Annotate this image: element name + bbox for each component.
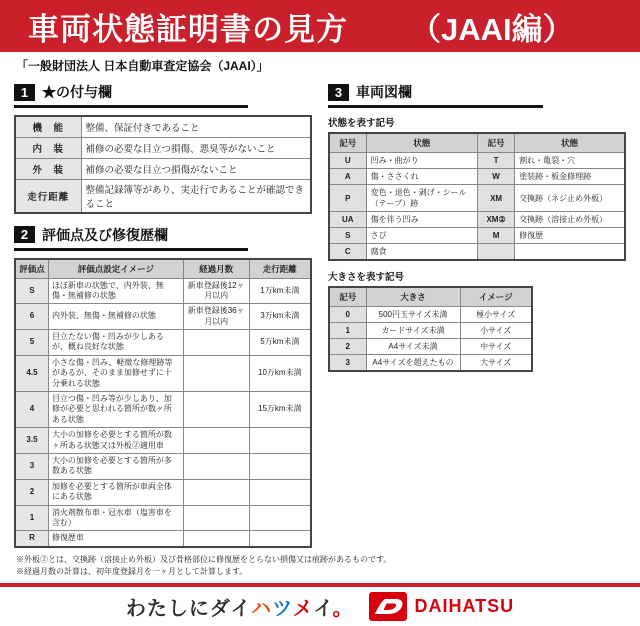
table-cell: 新車登録後36ヶ月以内 xyxy=(183,304,249,330)
table-cell: 中サイズ xyxy=(460,339,532,355)
tagline-char: イ xyxy=(230,598,252,621)
table-cell xyxy=(249,505,311,531)
section-number-badge: 1 xyxy=(14,84,35,101)
table-cell: 補修の必要な目立つ損傷がないこと xyxy=(81,158,311,179)
section-header-diagram xyxy=(328,82,543,108)
table-cell: R xyxy=(15,531,48,547)
table-cell: 目立つ傷・凹み等が少しあり、加修が必要と思われる箇所が数ヶ所ある状態 xyxy=(48,392,183,428)
table-row xyxy=(15,179,311,213)
table-cell xyxy=(478,244,515,261)
table-cell: 修復歴車 xyxy=(48,531,183,547)
table-cell: ほぼ新車の状態で、内外装、無傷・無補修の状態 xyxy=(48,278,183,304)
table-row xyxy=(15,158,311,179)
table-row xyxy=(15,392,311,428)
table-row xyxy=(15,116,311,137)
table-cell: W xyxy=(478,169,515,185)
tagline-char: に xyxy=(188,598,210,621)
section-number-badge: 2 xyxy=(14,226,35,243)
page-title: 車両状態証明書の見方 xyxy=(28,11,348,47)
issuer-subtitle: 「一般財団法人 日本自動車査定協会（JAAI）」 xyxy=(16,59,269,73)
column-header: 経過月数 xyxy=(183,259,249,279)
table-cell: A4サイズを超えたもの xyxy=(366,355,460,372)
table-cell: A4サイズ未満 xyxy=(366,339,460,355)
left-column xyxy=(14,76,312,548)
table-cell: 3.5 xyxy=(15,428,48,454)
table-row xyxy=(329,339,532,355)
section-title: 評価点及び修復歴欄 xyxy=(42,226,168,243)
daihatsu-tagline xyxy=(126,592,354,621)
table-cell xyxy=(183,330,249,356)
table-row xyxy=(329,185,625,212)
tagline-char: ツ xyxy=(272,598,293,621)
tagline-char: イ xyxy=(313,598,333,621)
table-row xyxy=(15,137,311,158)
condition-symbols-label: 状態を表す記号 xyxy=(328,118,395,129)
column-header: 状態 xyxy=(366,133,477,153)
table-cell xyxy=(183,392,249,428)
column-header: 評価点設定イメージ xyxy=(48,259,183,279)
table-cell: S xyxy=(329,228,366,244)
table-row xyxy=(15,355,311,391)
condition-symbols-table xyxy=(328,132,626,261)
table-cell: 0 xyxy=(329,307,366,323)
table-row xyxy=(329,212,625,228)
table-cell: 内 装 xyxy=(15,137,81,158)
table-cell: 消火剤散布車・冠水車（塩害車を含む） xyxy=(48,505,183,531)
star-criteria-table xyxy=(14,115,312,214)
section-number-badge: 3 xyxy=(328,84,349,101)
section-header-evaluation xyxy=(14,225,248,251)
table-cell: 4 xyxy=(15,392,48,428)
table-cell: U xyxy=(329,153,366,169)
table-cell xyxy=(249,428,311,454)
footnotes xyxy=(16,554,640,579)
table-cell: 傷を伴う凹み xyxy=(366,212,477,228)
table-cell: P xyxy=(329,185,366,212)
table-cell: 5 xyxy=(15,330,48,356)
table-cell: 2 xyxy=(15,479,48,505)
table-cell: 整備記録簿等があり、実走行であることが確認できること xyxy=(81,179,311,213)
table-cell: 新車登録後12ヶ月以内 xyxy=(183,278,249,304)
table-cell: 6 xyxy=(15,304,48,330)
table-cell xyxy=(183,453,249,479)
daihatsu-d-mark-icon xyxy=(369,592,407,621)
table-row xyxy=(329,307,532,323)
column-header: 走行距離 xyxy=(249,259,311,279)
column-header: イメージ xyxy=(460,287,532,307)
table-cell xyxy=(183,531,249,547)
table-row xyxy=(15,531,311,547)
table-cell xyxy=(515,244,625,261)
footnote-line: ※経過月数の計算は、初年度登録月を一ヶ月として計算します。 xyxy=(16,567,248,577)
footer xyxy=(0,587,640,626)
table-cell: 走行距離 xyxy=(15,179,81,213)
table-header-row xyxy=(15,259,311,279)
tagline-char: た xyxy=(146,598,168,621)
table-cell: 目立たない傷・凹みが少しあるが、概ね良好な状態 xyxy=(48,330,183,356)
table-cell: 1万km未満 xyxy=(249,278,311,304)
table-row xyxy=(329,355,532,372)
table-cell: カードサイズ未満 xyxy=(366,323,460,339)
table-cell: C xyxy=(329,244,366,261)
column-header: 記号 xyxy=(329,287,366,307)
table-cell: 小さな傷・凹み、軽微な修理跡等があるが、そのまま加修せずに十分乗れる状態 xyxy=(48,355,183,391)
table-cell: 内外装、無傷・無補修の状態 xyxy=(48,304,183,330)
column-header: 記号 xyxy=(329,133,366,153)
footnote-line: ※外板②とは、交換跡（溶接止め外板）及び骨格部位に修復歴をとらない損傷又は痕跡があるものです。 xyxy=(16,554,392,564)
table-row xyxy=(15,304,311,330)
table-cell: 10万km未満 xyxy=(249,355,311,391)
table-cell: 腐食 xyxy=(366,244,477,261)
table-row xyxy=(15,330,311,356)
table-cell: 2 xyxy=(329,339,366,355)
table-cell: 交換跡（ネジ止め外板） xyxy=(515,185,625,212)
tagline-char: メ xyxy=(292,598,314,621)
table-cell xyxy=(183,479,249,505)
table-row xyxy=(15,453,311,479)
table-cell: 整備、保証付きであること xyxy=(81,116,311,137)
table-cell: 4.5 xyxy=(15,355,48,391)
section-header-star xyxy=(14,82,248,108)
tagline-char: ダ xyxy=(209,598,231,621)
evaluation-points-table xyxy=(14,258,312,548)
column-header: 評価点 xyxy=(15,259,48,279)
table-row xyxy=(329,228,625,244)
table-cell: 機 能 xyxy=(15,116,81,137)
table-cell: 大小の加修を必要とする箇所が多数ある状態 xyxy=(48,453,183,479)
table-cell: 交換跡（溶接止め外板） xyxy=(515,212,625,228)
table-row xyxy=(15,505,311,531)
table-cell: 1 xyxy=(15,505,48,531)
table-cell: 傷・ささくれ xyxy=(366,169,477,185)
table-cell: さび xyxy=(366,228,477,244)
table-cell: 塗装跡・板金修理跡 xyxy=(515,169,625,185)
table-cell xyxy=(249,453,311,479)
table-row xyxy=(15,428,311,454)
table-cell xyxy=(183,355,249,391)
table-cell: 大サイズ xyxy=(460,355,532,372)
tagline-char: 。 xyxy=(332,598,354,621)
table-cell: 500円玉サイズ未満 xyxy=(366,307,460,323)
table-cell: 小サイズ xyxy=(460,323,532,339)
table-row xyxy=(15,278,311,304)
table-cell: 補修の必要な目立つ損傷、悪臭等がないこと xyxy=(81,137,311,158)
column-header: 状態 xyxy=(515,133,625,153)
table-cell xyxy=(249,479,311,505)
table-cell: 3万km未満 xyxy=(249,304,311,330)
table-cell xyxy=(183,428,249,454)
column-header: 記号 xyxy=(478,133,515,153)
table-cell: M xyxy=(478,228,515,244)
table-header-row xyxy=(329,133,625,153)
section-title: 車両図欄 xyxy=(356,84,412,100)
table-cell: 15万km未満 xyxy=(249,392,311,428)
table-cell: S xyxy=(15,278,48,304)
daihatsu-wordmark: DAIHATSU xyxy=(414,596,515,617)
right-column xyxy=(328,76,626,548)
section-title: ★の付与欄 xyxy=(42,84,112,100)
content-columns xyxy=(0,76,640,548)
table-cell: 極小サイズ xyxy=(460,307,532,323)
table-cell: 修復歴 xyxy=(515,228,625,244)
column-header: 大きさ xyxy=(366,287,460,307)
table-cell xyxy=(183,505,249,531)
table-cell: T xyxy=(478,153,515,169)
table-cell: XM xyxy=(478,185,515,212)
table-cell: 割れ・亀裂・穴 xyxy=(515,153,625,169)
size-symbols-table xyxy=(328,286,533,372)
size-symbols-label: 大きさを表す記号 xyxy=(328,272,405,283)
page-title-edition: （JAAI編） xyxy=(410,11,574,47)
table-header-row xyxy=(329,287,532,307)
table-row xyxy=(329,153,625,169)
table-cell: 凹み・曲がり xyxy=(366,153,477,169)
tagline-char: ハ xyxy=(251,598,273,621)
table-row xyxy=(329,244,625,261)
table-cell xyxy=(249,531,311,547)
table-row xyxy=(329,169,625,185)
table-cell: 加修を必要とする箇所が車両全体にある状態 xyxy=(48,479,183,505)
tagline-char: わ xyxy=(125,598,147,621)
title-banner xyxy=(0,0,640,52)
table-cell: 大小の加修を必要とする箇所が数ヶ所ある状態又は外板②適用車 xyxy=(48,428,183,454)
table-cell: 3 xyxy=(329,355,366,372)
table-cell: 変色・退色・剥げ・シール（テープ）跡 xyxy=(366,185,477,212)
table-cell: 3 xyxy=(15,453,48,479)
table-cell: A xyxy=(329,169,366,185)
table-cell: 外 装 xyxy=(15,158,81,179)
daihatsu-brand xyxy=(369,592,514,621)
table-cell: XM② xyxy=(478,212,515,228)
table-cell: 5万km未満 xyxy=(249,330,311,356)
table-row xyxy=(329,323,532,339)
table-cell: 1 xyxy=(329,323,366,339)
tagline-char: し xyxy=(167,598,189,621)
table-row xyxy=(15,479,311,505)
table-cell: UA xyxy=(329,212,366,228)
